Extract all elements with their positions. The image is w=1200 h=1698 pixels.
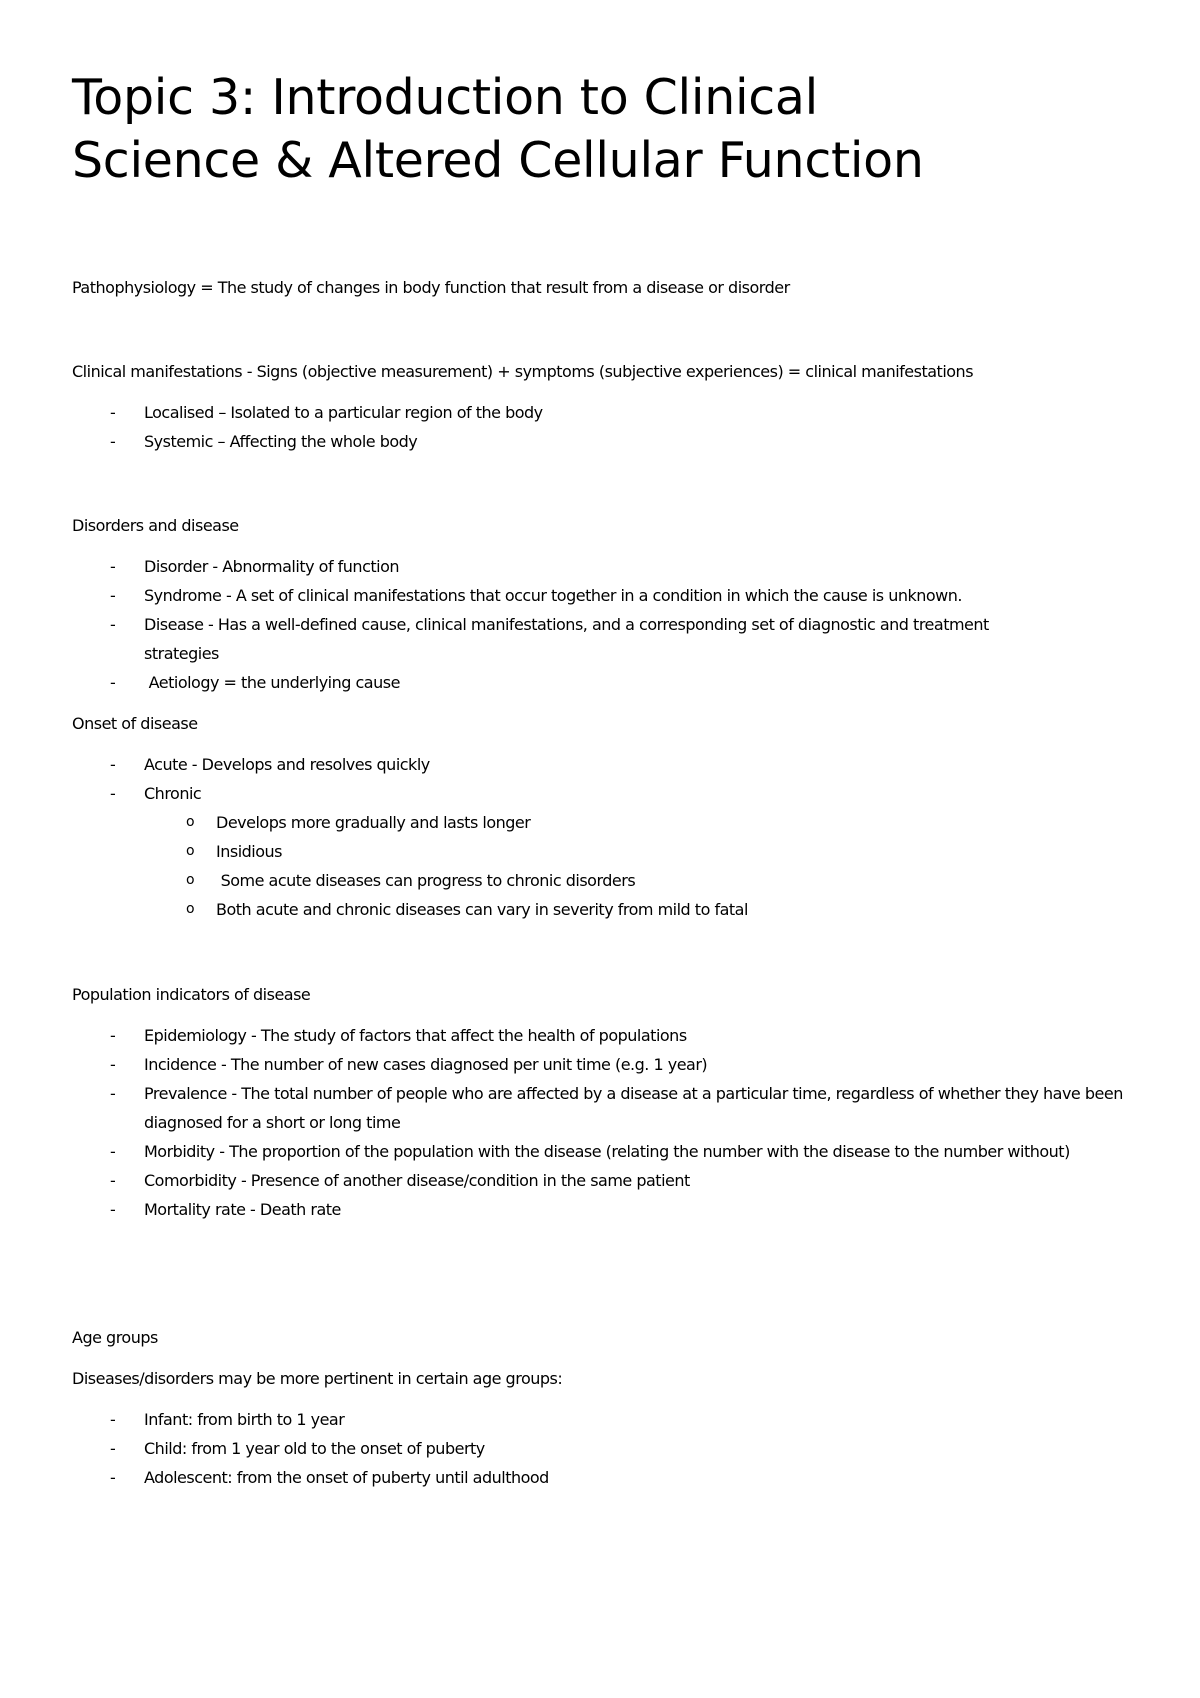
title-line-2: Science & Altered Cellular Function [72, 132, 924, 189]
list-item: - Morbidity - The proportion of the population with the disease (relating the number with the disease to the number without) [72, 1137, 1144, 1166]
age-groups-intro: Diseases/disorders may be more pertinent in certain age groups: [72, 1369, 563, 1388]
circle-marker: o [186, 814, 195, 830]
population-list [72, 1021, 1152, 1224]
chronic-sublist [144, 808, 1152, 924]
onset-list [72, 750, 1152, 924]
list-item: - Epidemiology - The study of factors that affect the health of populations [72, 1021, 1152, 1050]
list-item: - Adolescent: from the onset of puberty until adulthood [72, 1463, 1152, 1492]
clinical-manifestations-heading: Clinical manifestations - Signs (objective measurement) + symptoms (subjective experiences) = clinical manifestations [72, 362, 974, 381]
list-item: - Child: from 1 year old to the onset of puberty [72, 1434, 1152, 1463]
sub-list-item: o Some acute diseases can progress to chronic disorders [144, 866, 1152, 895]
dash-marker: - [110, 1468, 116, 1487]
population-heading: Population indicators of disease [72, 985, 311, 1004]
list-item: - Infant: from birth to 1 year [72, 1405, 1152, 1434]
dash-marker: - [110, 586, 116, 605]
list-item: - Incidence - The number of new cases diagnosed per unit time (e.g. 1 year) [72, 1050, 1152, 1079]
dash-marker: - [110, 673, 116, 692]
pathophysiology-definition: Pathophysiology = The study of changes in body function that result from a disease or disorder [72, 278, 790, 297]
list-item: - Disorder - Abnormality of function [72, 552, 1152, 581]
dash-marker: - [110, 1200, 116, 1219]
circle-marker: o [186, 901, 195, 917]
onset-heading: Onset of disease [72, 714, 198, 733]
dash-marker: - [110, 1439, 116, 1458]
sub-list-item: o Insidious [144, 837, 1152, 866]
dash-marker: - [110, 1026, 116, 1045]
dash-marker: - [110, 1171, 116, 1190]
list-item: - Syndrome - A set of clinical manifestations that occur together in a condition in which the cause is unknown. [72, 581, 1152, 610]
dash-marker: - [110, 1142, 116, 1161]
dash-marker: - [110, 784, 116, 803]
document-title [72, 66, 1152, 192]
list-item: - Disease - Has a well-defined cause, clinical manifestations, and a corresponding set of diagnostic and treatment strategies [72, 610, 1064, 668]
dash-marker: - [110, 615, 116, 634]
sub-list-item: o Develops more gradually and lasts longer [144, 808, 1152, 837]
list-item: - Mortality rate - Death rate [72, 1195, 1152, 1224]
dash-marker: - [110, 1410, 116, 1429]
disorders-list [72, 552, 1152, 697]
disorders-heading: Disorders and disease [72, 516, 239, 535]
age-groups-heading: Age groups [72, 1328, 158, 1347]
document-page [72, 66, 1152, 1492]
age-groups-list [72, 1405, 1152, 1492]
list-item: - Aetiology = the underlying cause [72, 668, 1152, 697]
list-item: - Comorbidity - Presence of another disease/condition in the same patient [72, 1166, 1152, 1195]
title-line-1: Topic 3: Introduction to Clinical [72, 69, 818, 126]
dash-marker: - [110, 403, 116, 422]
list-item: - Acute - Develops and resolves quickly [72, 750, 1152, 779]
dash-marker: - [110, 755, 116, 774]
dash-marker: - [110, 1055, 116, 1074]
circle-marker: o [186, 843, 195, 859]
circle-marker: o [186, 872, 195, 888]
clinical-manifestations-list [72, 398, 1152, 456]
list-item: - Chronic o Develops more gradually and lasts longer o Insidious o Some acute diseases can progress to chronic disorders o Both acute and chronic diseases can vary in severity from mild to fatal [72, 779, 1152, 924]
document-body [72, 273, 1152, 1492]
list-item: - Systemic – Affecting the whole body [72, 427, 1152, 456]
sub-list-item: o Both acute and chronic diseases can vary in severity from mild to fatal [144, 895, 1152, 924]
dash-marker: - [110, 557, 116, 576]
list-item: - Localised – Isolated to a particular region of the body [72, 398, 1152, 427]
dash-marker: - [110, 432, 116, 451]
dash-marker: - [110, 1084, 116, 1103]
list-item: - Prevalence - The total number of people who are affected by a disease at a particular time, regardless of whether they have been diagnosed for a short or long time [72, 1079, 1144, 1137]
